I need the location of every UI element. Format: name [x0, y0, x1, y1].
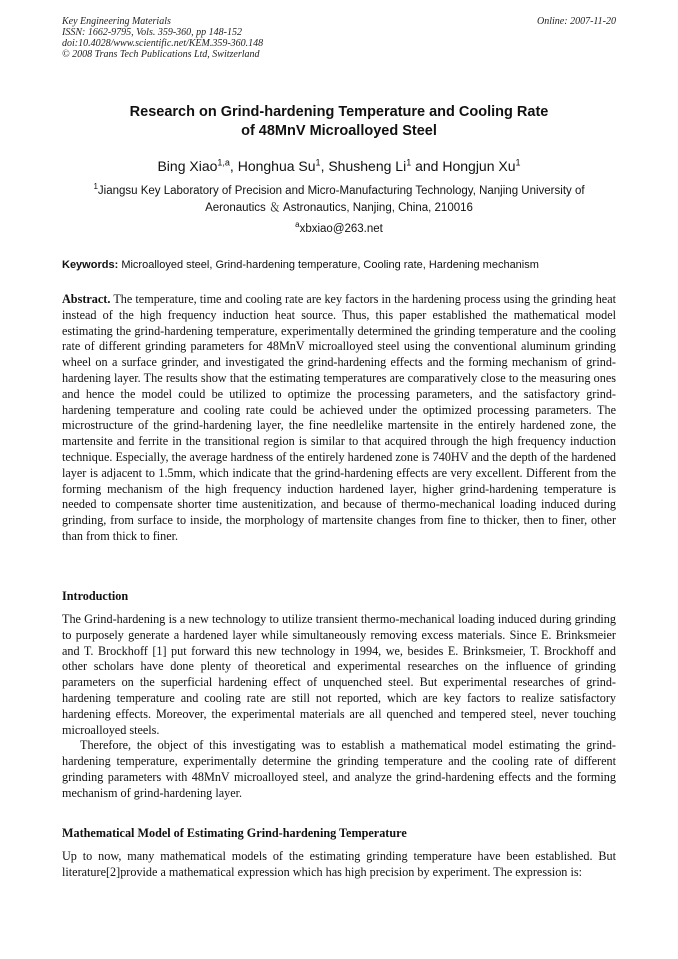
author-name: Honghua Su [237, 158, 316, 174]
math-model-paragraph-1: Up to now, many mathematical models of the estimating grinding temperature have been established. But literature[2]provide a mathematical expression which has high precision by experiment. The expression is: [62, 849, 616, 879]
introduction-heading: Introduction [62, 589, 129, 603]
author-separator: , [229, 158, 238, 174]
author-affiliation-mark: 1 [515, 157, 521, 168]
email-address[interactable]: xbxiao@263.net [299, 223, 383, 235]
author-list [62, 157, 616, 175]
journal-volume: ISSN: 1662-9795, Vols. 359-360, pp 148-152 [62, 27, 242, 38]
affiliation-line-1 [62, 183, 616, 200]
title-line-2: of 48MnV Microalloyed Steel [241, 123, 437, 139]
online-date: Online: 2007-11-20 [537, 16, 616, 27]
keywords-text: Microalloyed steel, Grind-hardening temperature, Cooling rate, Hardening mechanism [121, 259, 539, 271]
introduction-paragraph-1: The Grind-hardening is a new technology to utilize transient thermo-mechanical loading induced during grinding to purposely generate a hardened layer while simultaneously removing excess materials. Since E. Brinksmeier and T. Brockhoff [1] put forward this new technology in 1994, we, besides E. Brinksmeier, T. Brockhoff and other scholars have done plenty of theoretical and experimental researches on the influence of grinding parameters on the superficial hardening effect of unquenched steel. But experimental researches of grind-hardening temperature and cooling rate are still not reported, which are key factors to realize satisfactory hardening effects. Moreover, the experimental materials are all quenched and tempered steel, never touching microalloyed steels. [62, 612, 616, 737]
journal-copyright: © 2008 Trans Tech Publications Ltd, Switzerland [62, 49, 260, 60]
introduction-paragraph-2: Therefore, the object of this investigating was to establish a mathematical model estimating the grind-hardening temperature, experimentally determine the grinding temperature and the cooling rate of different grinding parameters with 48MnV microalloyed steel, and analyze the grind-hardening effects and the forming mechanism of grind-hardening layer. [62, 738, 616, 800]
journal-header [62, 16, 263, 60]
keywords [62, 258, 616, 273]
author-separator: and [411, 158, 443, 174]
title-line-1: Research on Grind-hardening Temperature and Cooling Rate [129, 104, 549, 120]
affiliation [62, 183, 616, 217]
keywords-label: Keywords: [62, 259, 119, 271]
author-affiliation-mark: 1 [315, 157, 321, 168]
paper-title [62, 103, 616, 141]
introduction-body [62, 612, 616, 802]
math-model-heading: Mathematical Model of Estimating Grind-hardening Temperature [62, 826, 407, 840]
author-name: Shusheng Li [328, 158, 407, 174]
math-model-body [62, 849, 616, 881]
author-affiliation-mark: 1 [406, 157, 412, 168]
abstract-label: Abstract. [62, 292, 111, 306]
email-mark: a [295, 220, 300, 230]
author-name: Hongjun Xu [442, 158, 516, 174]
abstract-text: The temperature, time and cooling rate are key factors in the hardening process using the grinding heat instead of the high frequency induction heat source. Thus, this paper established the mathematical model estimating the grind-hardening temperature, experimentally determined the grinding temperature and the cooling rate of different grinding parameters for 48MnV microalloyed steel using the conventional aluminum grinding wheel on a surface grinder, and investigated the grind-hardening effects and the forming mechanism of grind-hardening layer. The results show that the estimating temperatures are comparatively close to the measuring ones and hence the model could be utilized to optimize the processing parameters, and the satisfactory grind-hardening temperature and cooling rate could be achieved under the optimized processing parameters. The microstructure of the grind-hardening layer, the fine needlelike martensite in the entirely hardened zone, the martensite and ferrite in the transitional region is similar to that acquired through the high frequency induction technique. Especially, the average hardness of the entirely hardened zone is 740HV and the depth of the hardened layer is adjacent to 1.5mm, which indicate that the grind-hardening effects are very excellent. Different from the forming mechanism of the high frequency induction hardened layer, higher grind-hardening temperature is needed to compensate shorter time austenitization, and because of thermo-mechanical loading induced during grinding, from surface to inside, the morphology of martensite changes from fine to thicker, then to finer, other than from thick to finer. [62, 292, 616, 543]
journal-name: Key Engineering Materials [62, 16, 171, 27]
author-separator: , [320, 158, 329, 174]
author-name: Bing Xiao [157, 158, 218, 174]
affiliation-text: Jiangsu Key Laboratory of Precision and Micro-Manufacturing Technology, Nanjing University of [97, 185, 585, 197]
affiliation-mark: 1 [93, 182, 98, 192]
author-email [62, 222, 616, 237]
affiliation-line-2: Aeronautics ＆ Astronautics, Nanjing, China, 210016 [205, 202, 473, 214]
abstract [62, 292, 616, 545]
journal-doi[interactable]: doi:10.4028/www.scientific.net/KEM.359-360.148 [62, 38, 264, 49]
author-affiliation-mark: 1,a [217, 157, 230, 168]
